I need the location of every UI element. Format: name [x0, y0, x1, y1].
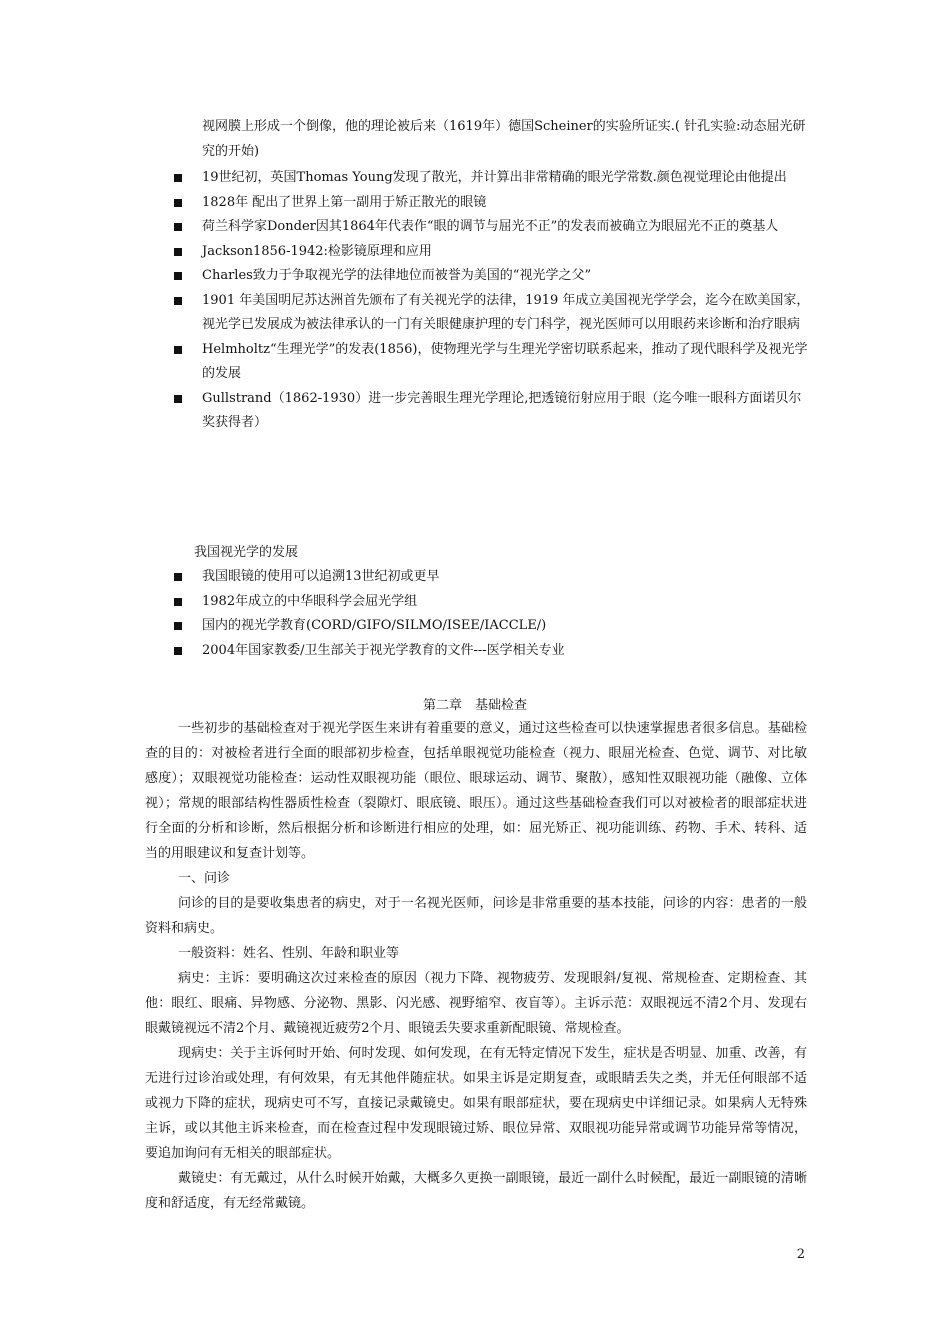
paragraph: 一般资料：姓名、性别、年龄和职业等: [178, 946, 400, 961]
list-item: 我国眼镜的使用可以追溯13世纪初或更早: [168, 565, 814, 590]
square-bullet-icon: [174, 346, 182, 354]
square-bullet-icon: [174, 199, 182, 207]
square-bullet-icon: [174, 395, 182, 403]
paragraph: 现病史：关于主诉何时开始、何时发现、如何发现，在有无特定情况下发生，症状是否明显、加重、改善，有无进行过诊治或处理，有何效果，有无其他伴随症状。如果主诉是定期复查，或眼睛丢失之类，并无任何眼部不适或视力下降的症状，现病史可不写，直接记录戴镜史。如果有眼部症状，要在现病史中详细记录。如果病人无特殊主诉，或以其他主诉来检查，而在检查过程中发现眼镜过矫、眼位异常、双眼视功能异常或调节功能异常等情况，要追加询问有无相关的眼部症状。: [145, 1046, 807, 1161]
list-item: 国内的视光学教育(CORD/GIFO/SILMO/ISEE/IACCLE/): [168, 614, 814, 639]
square-bullet-icon: [174, 647, 182, 655]
list-item: Charles致力于争取视光学的法律地位而被誉为美国的“视光学之父”: [168, 264, 814, 289]
paragraph: 戴镜史：有无戴过，从什么时候开始戴，大概多久更换一副眼镜，最近一副什么时候配，最近一副眼镜的清晰度和舒适度，有无经常戴镜。: [145, 1171, 807, 1211]
list-item: Helmholtz“生理光学”的发表(1856)，使物理光学与生理光学密切联系起来，推动了现代眼科学及视光学的发展: [168, 338, 814, 387]
list-item: 19世纪初，英国Thomas Young发现了散光，并计算出非常精确的眼光学常数.颜色视觉理论由他提出: [168, 166, 814, 191]
square-bullet-icon: [174, 573, 182, 581]
paragraph: 一些初步的基础检查对于视光学医生来讲有着重要的意义，通过这些检查可以快速掌握患者很多信息。基础检查的目的：对被检者进行全面的眼部初步检查，包括单眼视觉功能检查（视力、眼屈光检查、色觉、调节、对比敏感度）；双眼视觉功能检查：运动性双眼视功能（眼位、眼球运动、调节、聚散），感知性双眼视功能（融像、立体视）；常规的眼部结构性器质性检查（裂隙灯、眼底镜、眼压）。通过这些基础检查我们可以对被检者的眼部症状进行全面的分析和诊断，然后根据分析和诊断进行相应的处理，如：屈光矫正、视功能训练、药物、手术、转科、适当的用眼建议和复查计划等。: [145, 721, 807, 861]
square-bullet-icon: [174, 223, 182, 231]
history-list: [168, 166, 814, 436]
square-bullet-icon: [174, 598, 182, 606]
square-bullet-icon: [174, 622, 182, 630]
list-item: 2004年国家教委/卫生部关于视光学教育的文件---医学相关专业: [168, 639, 814, 664]
section-heading: 我国视光学的发展: [194, 545, 299, 560]
list-item: 1828年 配出了世界上第一副用于矫正散光的眼镜: [168, 191, 814, 216]
list-item: Gullstrand（1862-1930）进一步完善眼生理光学理论,把透镜衍射应用于眼（迄今唯一眼科方面诺贝尔奖获得者）: [168, 387, 814, 436]
list-item: 1982年成立的中华眼科学会屈光学组: [168, 590, 814, 615]
section-heading: 一、问诊: [178, 871, 231, 886]
square-bullet-icon: [174, 297, 182, 305]
paragraph: 病史：主诉：要明确这次过来检查的原因（视力下降、视物疲劳、发现眼斜/复视、常规检查、定期检查、其他：眼红、眼痛、异物感、分泌物、黑影、闪光感、视野缩窄、夜盲等）。主诉示范：双眼视远不清2个月、发现右眼戴镜视远不清2个月、戴镜视近疲劳2个月、眼镜丢失要求重新配眼镜、常规检查。: [145, 971, 807, 1036]
continuation-text: 视网膜上形成一个倒像，他的理论被后来（1619年）德国Scheiner的实验所证实.( 针孔实验:动态屈光研究的开始): [202, 119, 806, 159]
square-bullet-icon: [174, 272, 182, 280]
square-bullet-icon: [174, 174, 182, 182]
square-bullet-icon: [174, 248, 182, 256]
page-number: 2: [796, 1247, 805, 1262]
china-list: [168, 565, 814, 663]
body-text: [145, 716, 807, 1216]
paragraph: 问诊的目的是要收集患者的病史，对于一名视光医师，问诊是非常重要的基本技能，问诊的内容：患者的一般资料和病史。: [145, 896, 807, 936]
list-item: 荷兰科学家Donder因其1864年代表作“眼的调节与屈光不正”的发表而被确立为眼屈光不正的奠基人: [168, 215, 814, 240]
chapter-title: 第二章 基础检查: [422, 698, 527, 713]
list-item: 1901 年美国明尼苏达洲首先颁布了有关视光学的法律，1919 年成立美国视光学学会，迄今在欧美国家，视光学已发展成为被法律承认的一门有关眼健康护理的专门科学，视光医师可以用眼药来诊断和治疗眼病: [168, 289, 814, 338]
list-item: Jackson1856-1942:检影镜原理和应用: [168, 240, 814, 265]
